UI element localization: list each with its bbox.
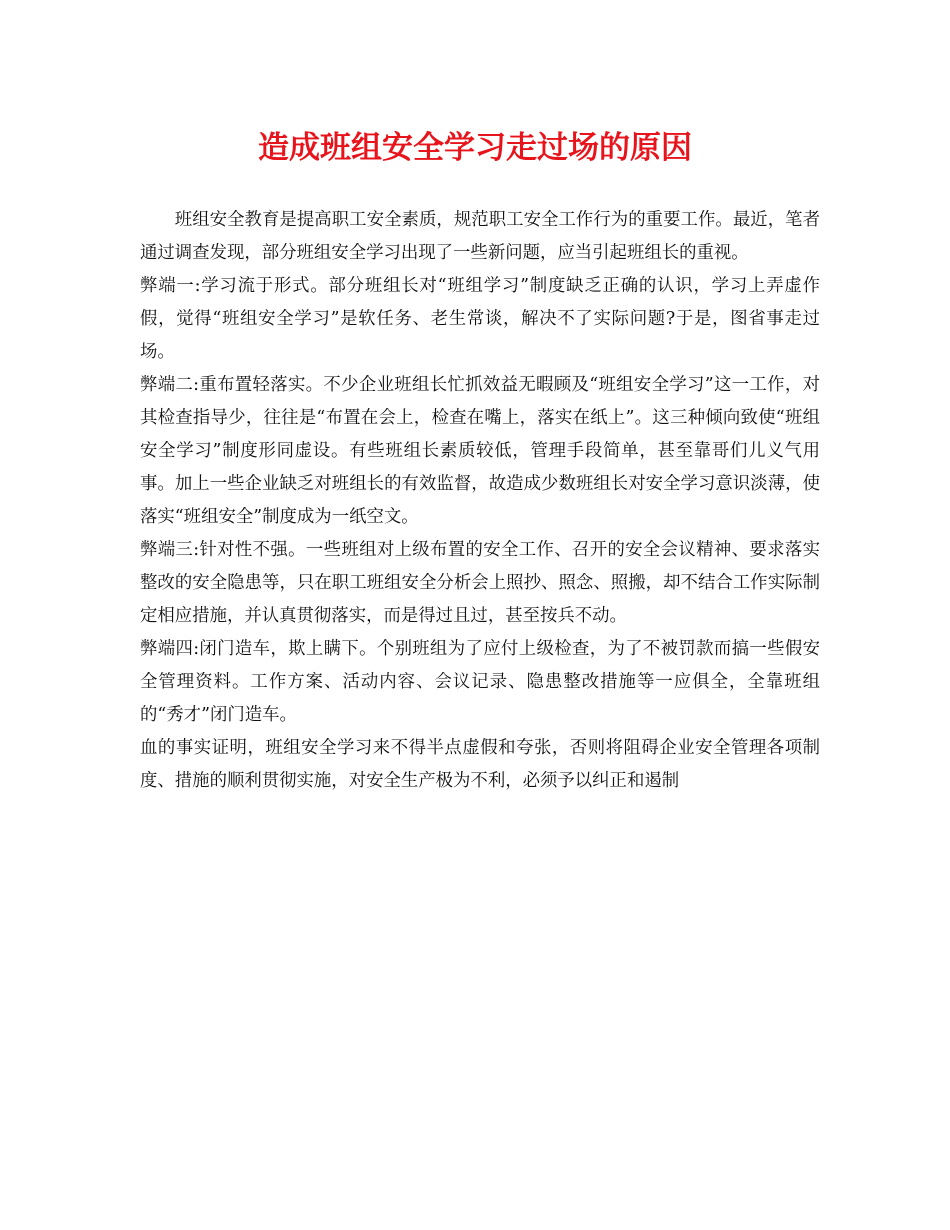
- document-body: [140, 204, 820, 798]
- paragraph-intro: 班组安全教育是提高职工安全素质，规范职工安全工作行为的重要工作。最近，笔者通过调查发现，部分班组安全学习出现了一些新问题，应当引起班组长的重视。: [140, 210, 820, 263]
- paragraph-drawback-4: 弊端四:闭门造车，欺上瞒下。个别班组为了应付上级检查，为了不被罚款而搞一些假安全管理资料。工作方案、活动内容、会议记录、隐患整改措施等一应俱全，全靠班组的“秀才”闭门造车。: [140, 639, 820, 725]
- paragraph-drawback-3: 弊端三:针对性不强。一些班组对上级布置的安全工作、召开的安全会议精神、要求落实整改的安全隐患等，只在职工班组安全分析会上照抄、照念、照搬，却不结合工作实际制定相应措施，并认真贯彻落实，而是得过且过，甚至按兵不动。: [140, 540, 820, 626]
- paragraph-conclusion: 血的事实证明，班组安全学习来不得半点虚假和夸张，否则将阻碍企业安全管理各项制度、措施的顺利贯彻实施，对安全生产极为不利，必须予以纠正和遏制: [140, 738, 820, 791]
- paragraph-drawback-2: 弊端二:重布置轻落实。不少企业班组长忙抓效益无暇顾及“班组安全学习”这一工作，对其检查指导少，往往是“布置在会上，检查在嘴上，落实在纸上”。这三种倾向致使“班组安全学习”制度形同虚设。有些班组长素质较低，管理手段简单，甚至靠哥们儿义气用事。加上一些企业缺乏对班组长的有效监督，故造成少数班组长对安全学习意识淡薄，使落实“班组安全”制度成为一纸空文。: [140, 375, 820, 527]
- paragraph-drawback-1: 弊端一:学习流于形式。部分班组长对“班组学习”制度缺乏正确的认识，学习上弄虚作假，觉得“班组安全学习”是软任务、老生常谈，解决不了实际问题?于是，图省事走过场。: [140, 276, 820, 362]
- document-title: 造成班组安全学习走过场的原因: [258, 130, 692, 166]
